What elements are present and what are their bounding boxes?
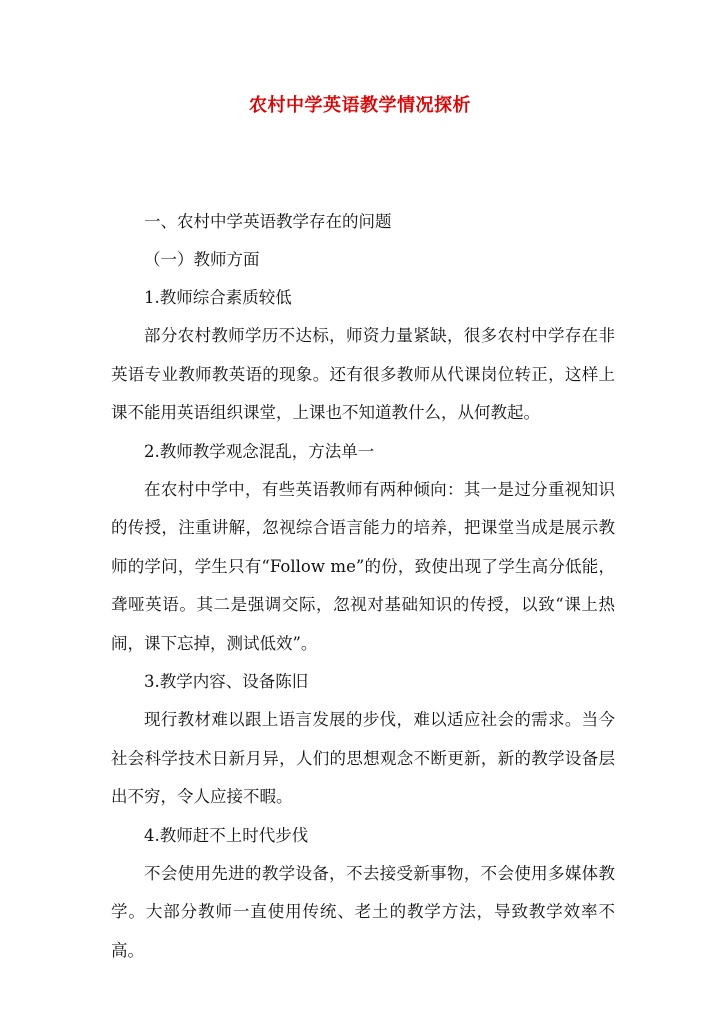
item-heading-4: 4.教师赶不上时代步伐 [144, 825, 309, 845]
document-body [111, 203, 615, 970]
item-paragraph-4: 不会使用先进的教学设备，不去接受新事物，不会使用多媒体教学。大部分教师一直使用传统、老土的教学方法，导致教学效率不高。 [111, 863, 615, 960]
item-paragraph-2: 在农村中学中，有些英语教师有两种倾向：其一是过分重视知识的传授，注重讲解，忽视综合语言能力的培养，把课堂当成是展示教师的学问，学生只有“Follow me”的份，致使出现了学生高分低能，聋哑英语。其二是强调交际，忽视对基础知识的传授，以致“课上热闹，课下忘掉，测试低效”。 [111, 479, 615, 653]
item-heading-1: 1.教师综合素质较低 [144, 288, 292, 307]
item-heading-2: 2.教师教学观念混乱，方法单一 [144, 441, 375, 461]
section-heading: 一、农村中学英语教学存在的问题 [144, 212, 392, 231]
document-title: 农村中学英语教学情况探析 [249, 95, 471, 116]
item-heading-3: 3.教学内容、设备陈旧 [144, 672, 309, 691]
subsection-heading: （一）教师方面 [144, 250, 260, 269]
item-paragraph-1: 部分农村教师学历不达标，师资力量紧缺，很多农村中学存在非英语专业教师教英语的现象。还有很多教师从代课岗位转正，这样上课不能用英语组织课堂，上课也不知道教什么，从何教起。 [111, 326, 615, 422]
item-paragraph-3: 现行教材难以跟上语言发展的步伐，难以适应社会的需求。当今社会科学技术日新月异，人们的思想观念不断更新，新的教学设备层出不穷，令人应接不暇。 [111, 710, 615, 806]
